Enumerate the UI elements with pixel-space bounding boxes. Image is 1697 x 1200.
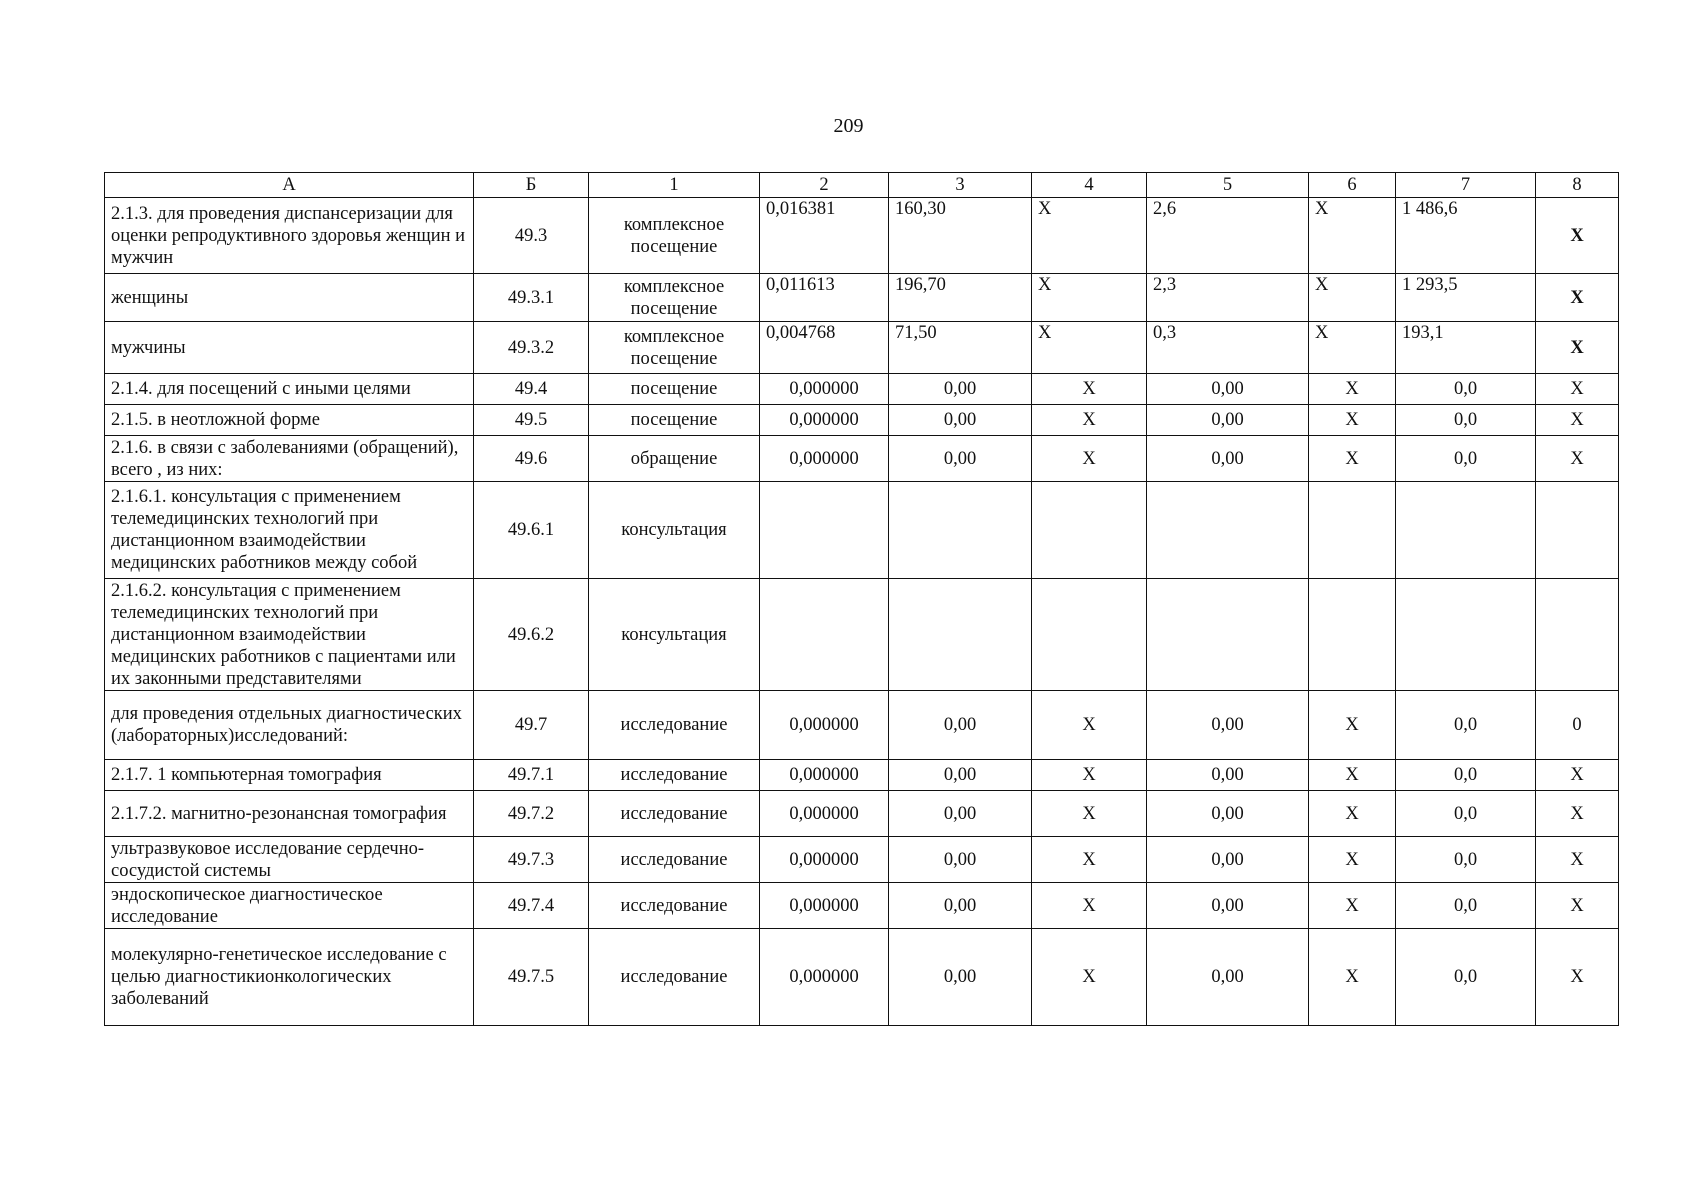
row-unit: исследование — [589, 691, 760, 760]
cell-col-4: Х — [1032, 760, 1147, 791]
cell-col-5: 2,6 — [1147, 198, 1309, 274]
row-name: мужчины — [105, 322, 474, 374]
row-name: молекулярно-генетическое исследование с целью диагностикионкологических заболеваний — [105, 929, 474, 1026]
cell-col-4: Х — [1032, 436, 1147, 482]
cell-col-6: Х — [1309, 274, 1396, 322]
row-code: 49.3 — [474, 198, 589, 274]
row-unit: исследование — [589, 760, 760, 791]
cell-col-2: 0,000000 — [760, 760, 889, 791]
page-number: 209 — [833, 115, 864, 137]
cell-col-4: Х — [1032, 929, 1147, 1026]
cell-col-6: Х — [1309, 691, 1396, 760]
cell-col-7: 0,0 — [1396, 405, 1536, 436]
cell-col-3: 0,00 — [889, 883, 1032, 929]
cell-col-7: 0,0 — [1396, 883, 1536, 929]
cell-col-7: 1 293,5 — [1396, 274, 1536, 322]
cell-col-3: 0,00 — [889, 691, 1032, 760]
cell-col-8: Х — [1536, 760, 1619, 791]
column-header-b: Б — [474, 173, 589, 198]
cell-col-8: Х — [1536, 374, 1619, 405]
cell-col-7: 0,0 — [1396, 791, 1536, 837]
table-row — [105, 691, 1619, 760]
cell-col-7: 0,0 — [1396, 929, 1536, 1026]
table-row — [105, 929, 1619, 1026]
cell-col-7: 0,0 — [1396, 374, 1536, 405]
column-header-2: 2 — [760, 173, 889, 198]
column-header-4: 4 — [1032, 173, 1147, 198]
cell-col-5: 0,00 — [1147, 883, 1309, 929]
cell-col-2: 0,000000 — [760, 405, 889, 436]
cell-col-4: Х — [1032, 837, 1147, 883]
row-code: 49.6.2 — [474, 579, 589, 691]
table-row — [105, 322, 1619, 374]
cell-col-5 — [1147, 579, 1309, 691]
column-header-7: 7 — [1396, 173, 1536, 198]
table-row — [105, 198, 1619, 274]
cell-col-6: Х — [1309, 405, 1396, 436]
cell-col-8 — [1536, 579, 1619, 691]
cell-col-2: 0,000000 — [760, 837, 889, 883]
cell-col-8: Х — [1536, 837, 1619, 883]
cell-col-8: 0 — [1536, 691, 1619, 760]
cell-col-8: Х — [1536, 274, 1619, 322]
cell-col-8 — [1536, 482, 1619, 579]
cell-col-7 — [1396, 579, 1536, 691]
row-unit: консультация — [589, 579, 760, 691]
cell-col-6: Х — [1309, 436, 1396, 482]
cell-col-3 — [889, 482, 1032, 579]
row-name: эндоскопическое диагностическое исследование — [105, 883, 474, 929]
cell-col-2 — [760, 579, 889, 691]
cell-col-2: 0,000000 — [760, 374, 889, 405]
cell-col-6: Х — [1309, 791, 1396, 837]
cell-col-5: 2,3 — [1147, 274, 1309, 322]
row-code: 49.7.2 — [474, 791, 589, 837]
column-header-6: 6 — [1309, 173, 1396, 198]
row-unit: исследование — [589, 791, 760, 837]
cell-col-7: 193,1 — [1396, 322, 1536, 374]
cell-col-7: 0,0 — [1396, 691, 1536, 760]
row-unit: комплексное посещение — [589, 198, 760, 274]
cell-col-5: 0,00 — [1147, 929, 1309, 1026]
cell-col-3: 0,00 — [889, 374, 1032, 405]
data-table — [104, 172, 1619, 1026]
row-code: 49.7.5 — [474, 929, 589, 1026]
cell-col-3: 0,00 — [889, 436, 1032, 482]
table-row — [105, 436, 1619, 482]
row-code: 49.7 — [474, 691, 589, 760]
cell-col-4: Х — [1032, 791, 1147, 837]
cell-col-8: Х — [1536, 198, 1619, 274]
row-name: 2.1.6. в связи с заболеваниями (обращений), всего , из них: — [105, 436, 474, 482]
cell-col-2: 0,000000 — [760, 691, 889, 760]
table-row — [105, 837, 1619, 883]
cell-col-6: Х — [1309, 883, 1396, 929]
cell-col-2: 0,004768 — [760, 322, 889, 374]
table-row — [105, 274, 1619, 322]
row-name: для проведения отдельных диагностических (лабораторных)исследований: — [105, 691, 474, 760]
cell-col-4: Х — [1032, 274, 1147, 322]
row-code: 49.6.1 — [474, 482, 589, 579]
column-header-a: А — [105, 173, 474, 198]
row-name: 2.1.7. 1 компьютерная томография — [105, 760, 474, 791]
cell-col-2: 0,000000 — [760, 436, 889, 482]
cell-col-6: Х — [1309, 760, 1396, 791]
cell-col-5: 0,00 — [1147, 837, 1309, 883]
row-code: 49.7.3 — [474, 837, 589, 883]
cell-col-8: Х — [1536, 929, 1619, 1026]
cell-col-6: Х — [1309, 322, 1396, 374]
cell-col-5: 0,00 — [1147, 405, 1309, 436]
row-unit: обращение — [589, 436, 760, 482]
table-row — [105, 791, 1619, 837]
table-row — [105, 374, 1619, 405]
row-code: 49.5 — [474, 405, 589, 436]
cell-col-6: Х — [1309, 837, 1396, 883]
row-code: 49.3.1 — [474, 274, 589, 322]
cell-col-6 — [1309, 482, 1396, 579]
row-name: 2.1.6.1. консультация с применением телемедицинских технологий при дистанционном взаимодействии медицинских работников между собой — [105, 482, 474, 579]
cell-col-3: 0,00 — [889, 837, 1032, 883]
cell-col-5: 0,00 — [1147, 374, 1309, 405]
cell-col-7 — [1396, 482, 1536, 579]
cell-col-3: 0,00 — [889, 405, 1032, 436]
row-code: 49.7.4 — [474, 883, 589, 929]
row-unit: посещение — [589, 374, 760, 405]
cell-col-8: Х — [1536, 436, 1619, 482]
cell-col-5: 0,00 — [1147, 791, 1309, 837]
row-code: 49.6 — [474, 436, 589, 482]
row-unit: комплексное посещение — [589, 322, 760, 374]
row-name: 2.1.4. для посещений с иными целями — [105, 374, 474, 405]
cell-col-8: Х — [1536, 322, 1619, 374]
row-code: 49.7.1 — [474, 760, 589, 791]
cell-col-6: Х — [1309, 198, 1396, 274]
column-header-8: 8 — [1536, 173, 1619, 198]
cell-col-2: 0,000000 — [760, 883, 889, 929]
row-name: 2.1.6.2. консультация с применением телемедицинских технологий при дистанционном взаимодействии медицинских работников с пациентами или их законными представителями — [105, 579, 474, 691]
cell-col-4: Х — [1032, 405, 1147, 436]
cell-col-3: 71,50 — [889, 322, 1032, 374]
cell-col-4: Х — [1032, 691, 1147, 760]
row-name: женщины — [105, 274, 474, 322]
cell-col-2 — [760, 482, 889, 579]
row-unit: исследование — [589, 929, 760, 1026]
row-unit: комплексное посещение — [589, 274, 760, 322]
cell-col-8: Х — [1536, 405, 1619, 436]
cell-col-5: 0,00 — [1147, 436, 1309, 482]
cell-col-3: 0,00 — [889, 760, 1032, 791]
cell-col-6: Х — [1309, 374, 1396, 405]
cell-col-7: 0,0 — [1396, 436, 1536, 482]
row-name: ультразвуковое исследование сердечно-сосудистой системы — [105, 837, 474, 883]
cell-col-2: 0,000000 — [760, 791, 889, 837]
cell-col-8: Х — [1536, 791, 1619, 837]
cell-col-3 — [889, 579, 1032, 691]
cell-col-2: 0,016381 — [760, 198, 889, 274]
cell-col-5: 0,00 — [1147, 760, 1309, 791]
cell-col-4: Х — [1032, 883, 1147, 929]
cell-col-6 — [1309, 579, 1396, 691]
header-row — [105, 173, 1619, 198]
cell-col-2: 0,000000 — [760, 929, 889, 1026]
row-name: 2.1.5. в неотложной форме — [105, 405, 474, 436]
row-code: 49.3.2 — [474, 322, 589, 374]
table-row — [105, 405, 1619, 436]
row-name: 2.1.3. для проведения диспансеризации для оценки репродуктивного здоровья женщин и мужчин — [105, 198, 474, 274]
cell-col-7: 0,0 — [1396, 760, 1536, 791]
cell-col-4: Х — [1032, 374, 1147, 405]
cell-col-7: 0,0 — [1396, 837, 1536, 883]
cell-col-8: Х — [1536, 883, 1619, 929]
row-unit: посещение — [589, 405, 760, 436]
cell-col-5: 0,00 — [1147, 691, 1309, 760]
row-unit: исследование — [589, 837, 760, 883]
table-row — [105, 883, 1619, 929]
cell-col-4: Х — [1032, 198, 1147, 274]
table-row — [105, 760, 1619, 791]
cell-col-3: 0,00 — [889, 929, 1032, 1026]
cell-col-5 — [1147, 482, 1309, 579]
cell-col-4 — [1032, 482, 1147, 579]
table-row — [105, 482, 1619, 579]
column-header-5: 5 — [1147, 173, 1309, 198]
cell-col-7: 1 486,6 — [1396, 198, 1536, 274]
table-row — [105, 579, 1619, 691]
cell-col-6: Х — [1309, 929, 1396, 1026]
row-unit: консультация — [589, 482, 760, 579]
cell-col-4: Х — [1032, 322, 1147, 374]
cell-col-4 — [1032, 579, 1147, 691]
cell-col-5: 0,3 — [1147, 322, 1309, 374]
cell-col-3: 0,00 — [889, 791, 1032, 837]
column-header-1: 1 — [589, 173, 760, 198]
row-code: 49.4 — [474, 374, 589, 405]
cell-col-2: 0,011613 — [760, 274, 889, 322]
column-header-3: 3 — [889, 173, 1032, 198]
cell-col-3: 196,70 — [889, 274, 1032, 322]
row-name: 2.1.7.2. магнитно-резонансная томография — [105, 791, 474, 837]
cell-col-3: 160,30 — [889, 198, 1032, 274]
row-unit: исследование — [589, 883, 760, 929]
